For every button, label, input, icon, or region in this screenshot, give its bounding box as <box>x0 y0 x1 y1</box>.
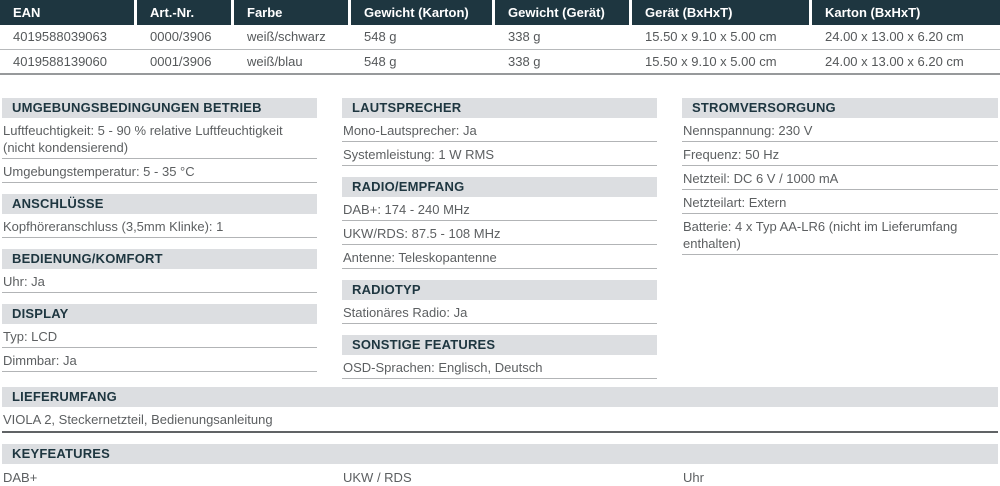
spec-item: OSD-Sprachen: Englisch, Deutsch <box>342 355 657 379</box>
table-row <box>0 50 1000 75</box>
spec-item: Kopfhöreranschluss (3,5mm Klinke): 1 <box>2 214 317 238</box>
cell-artnr: 0001/3906 <box>150 54 212 69</box>
cell-farbe: weiß/schwarz <box>247 29 326 44</box>
section-radio-empfang <box>342 177 657 269</box>
section-title: BEDIENUNG/KOMFORT <box>2 249 317 269</box>
table-header-row <box>0 0 1000 25</box>
spec-item: Luftfeuchtigkeit: 5 - 90 % relative Luftfeuchtigkeit (nicht kondensierend) <box>2 118 317 159</box>
spec-item: Typ: LCD <box>2 324 317 348</box>
column-header-karton-bxhxt: Karton (BxHxT) <box>825 5 921 20</box>
keyfeature-dab: DAB+ <box>3 470 38 485</box>
spec-item: DAB+: 174 - 240 MHz <box>342 197 657 221</box>
spec-column-3 <box>682 98 998 255</box>
column-header-gewicht-geraet: Gewicht (Gerät) <box>495 0 632 25</box>
spec-column-1 <box>2 98 317 372</box>
section-bedienung-komfort <box>2 249 317 293</box>
section-umgebungsbedingungen <box>2 98 317 183</box>
cell-geraet-bxhxt: 15.50 x 9.10 x 5.00 cm <box>645 29 777 44</box>
section-sonstige-features <box>342 335 657 379</box>
section-display <box>2 304 317 372</box>
keyfeature-uhr: Uhr <box>683 470 704 485</box>
section-keyfeatures <box>2 444 998 485</box>
column-header-artnr: Art.-Nr. <box>137 0 234 25</box>
section-title: SONSTIGE FEATURES <box>342 335 657 355</box>
section-title: LAUTSPRECHER <box>342 98 657 118</box>
section-anschluesse <box>2 194 317 238</box>
spec-item: UKW/RDS: 87.5 - 108 MHz <box>342 221 657 245</box>
keyfeatures-row <box>2 464 998 485</box>
spec-item: Frequenz: 50 Hz <box>682 142 998 166</box>
spec-item: Netzteilart: Extern <box>682 190 998 214</box>
spec-columns <box>2 98 998 379</box>
cell-artnr: 0000/3906 <box>150 29 212 44</box>
section-title: UMGEBUNGSBEDINGUNGEN BETRIEB <box>2 98 317 118</box>
cell-karton-bxhxt: 24.00 x 13.00 x 6.20 cm <box>825 29 964 44</box>
section-title: RADIO/EMPFANG <box>342 177 657 197</box>
spec-item: Dimmbar: Ja <box>2 348 317 372</box>
section-radiotyp <box>342 280 657 324</box>
spec-item: Stationäres Radio: Ja <box>342 300 657 324</box>
cell-geraet-bxhxt: 15.50 x 9.10 x 5.00 cm <box>645 54 777 69</box>
spec-item: Netzteil: DC 6 V / 1000 mA <box>682 166 998 190</box>
column-header-geraet-bxhxt: Gerät (BxHxT) <box>632 0 812 25</box>
product-variants-table <box>0 0 1000 75</box>
spec-item: Uhr: Ja <box>2 269 317 293</box>
column-header-ean: EAN <box>0 0 137 25</box>
section-title: STROMVERSORGUNG <box>682 98 998 118</box>
section-title: ANSCHLÜSSE <box>2 194 317 214</box>
cell-ean: 4019588039063 <box>13 29 107 44</box>
spec-item: Systemleistung: 1 W RMS <box>342 142 657 166</box>
spec-column-2 <box>342 98 657 379</box>
cell-gewicht-karton: 548 g <box>364 54 397 69</box>
section-title: RADIOTYP <box>342 280 657 300</box>
spec-item: Batterie: 4 x Typ AA-LR6 (nicht im Lieferumfang enthalten) <box>682 214 998 255</box>
section-title: LIEFERUMFANG <box>2 387 998 407</box>
spec-item: Mono-Lautsprecher: Ja <box>342 118 657 142</box>
section-title: KEYFEATURES <box>2 444 998 464</box>
section-lieferumfang <box>2 387 998 433</box>
section-lautsprecher <box>342 98 657 166</box>
table-row <box>0 25 1000 50</box>
spec-item: Umgebungstemperatur: 5 - 35 °C <box>2 159 317 183</box>
spec-item: Antenne: Teleskopantenne <box>342 245 657 269</box>
cell-farbe: weiß/blau <box>247 54 303 69</box>
cell-ean: 4019588139060 <box>13 54 107 69</box>
section-stromversorgung <box>682 98 998 255</box>
cell-gewicht-karton: 548 g <box>364 29 397 44</box>
lieferumfang-content: VIOLA 2, Steckernetzteil, Bedienungsanleitung <box>2 407 998 433</box>
cell-gewicht-geraet: 338 g <box>508 54 541 69</box>
spec-item: Nennspannung: 230 V <box>682 118 998 142</box>
cell-karton-bxhxt: 24.00 x 13.00 x 6.20 cm <box>825 54 964 69</box>
column-header-gewicht-karton: Gewicht (Karton) <box>351 0 495 25</box>
cell-gewicht-geraet: 338 g <box>508 29 541 44</box>
section-title: DISPLAY <box>2 304 317 324</box>
keyfeature-ukw-rds: UKW / RDS <box>343 470 412 485</box>
column-header-farbe: Farbe <box>234 0 351 25</box>
